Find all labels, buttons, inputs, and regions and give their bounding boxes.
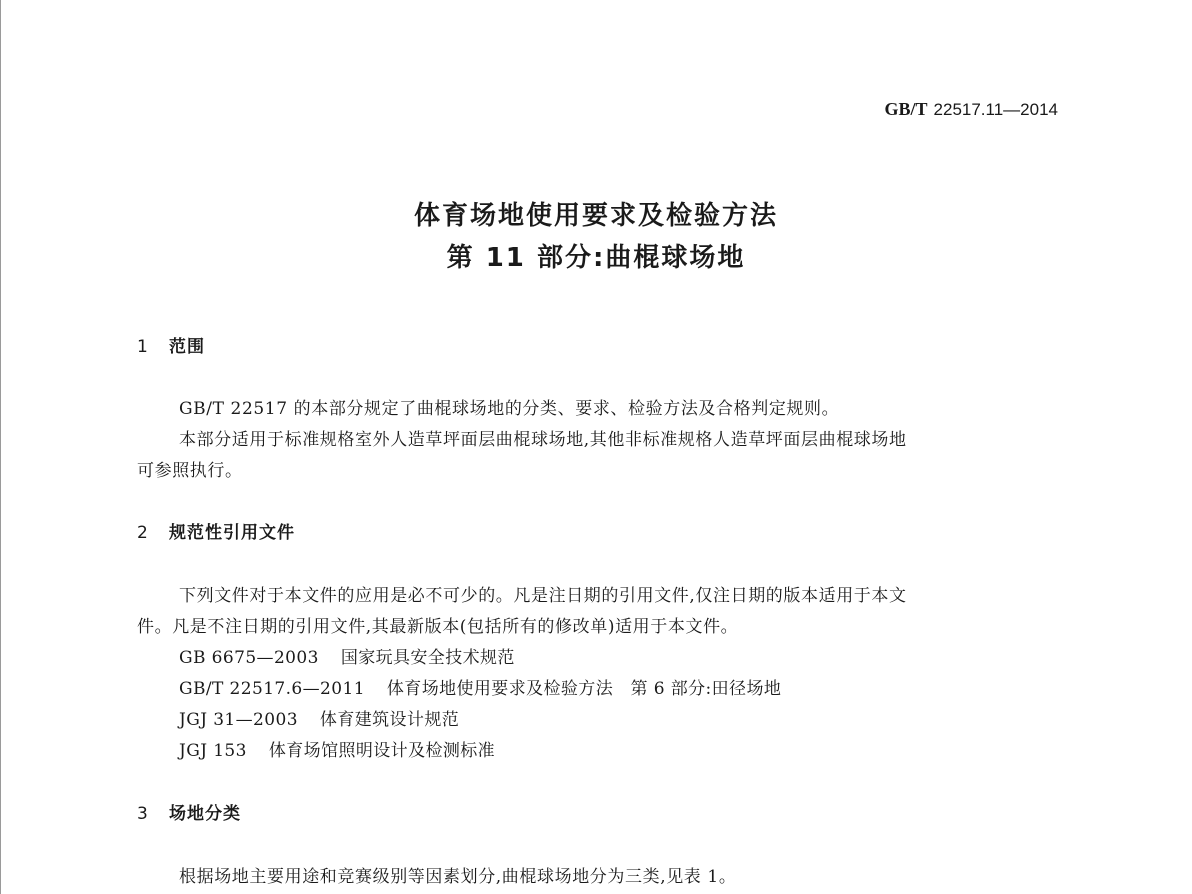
section-number: 3: [137, 804, 149, 824]
reference-item: [179, 705, 459, 736]
reference-code: JGJ 31—2003: [179, 710, 298, 730]
document-subtitle: 第 11 部分:曲棍球场地: [446, 243, 746, 273]
reference-item: [179, 643, 515, 674]
reference-title: 体育场馆照明设计及检测标准: [268, 741, 496, 761]
section-heading-scope: [137, 334, 205, 360]
page-edge-divider: [0, 0, 1, 894]
paragraph: 根据场地主要用途和竞赛级别等因素划分,曲棍球场地分为三类,见表 1。: [179, 867, 737, 887]
paragraph-continuation: 可参照执行。: [137, 461, 243, 481]
reference-item: [179, 674, 781, 705]
standard-number: [885, 98, 1058, 121]
standard-code: 22517.11—2014: [933, 100, 1058, 119]
document-title: 体育场地使用要求及检验方法: [413, 201, 778, 231]
paragraph: 下列文件对于本文件的应用是必不可少的。凡是注日期的引用文件,仅注日期的版本适用于本文: [179, 586, 907, 606]
section-title: 规范性引用文件: [169, 523, 295, 543]
paragraph: 本部分适用于标准规格室外人造草坪面层曲棍球场地,其他非标准规格人造草坪面层曲棍球场地: [179, 430, 907, 450]
standard-prefix: GB/T: [884, 99, 928, 119]
reference-item: [179, 736, 495, 767]
reference-title: 体育场地使用要求及检验方法 第 6 部分:田径场地: [386, 679, 782, 699]
paragraph-continuation: 件。凡是不注日期的引用文件,其最新版本(包括所有的修改单)适用于本文件。: [137, 617, 739, 637]
section-heading-site-classification: [137, 801, 241, 827]
reference-title: 国家玩具安全技术规范: [340, 648, 515, 668]
section-title: 范围: [169, 337, 205, 357]
reference-code: GB 6675—2003: [179, 648, 319, 668]
section-number: 1: [137, 337, 149, 357]
section-number: 2: [137, 523, 149, 543]
reference-code: JGJ 153: [179, 741, 247, 761]
paragraph: GB/T 22517 的本部分规定了曲棍球场地的分类、要求、检验方法及合格判定规则。: [179, 399, 840, 419]
section-heading-normative-references: [137, 520, 295, 546]
reference-code: GB/T 22517.6—2011: [179, 679, 365, 699]
section-title: 场地分类: [169, 804, 241, 824]
reference-title: 体育建筑设计规范: [319, 710, 460, 730]
